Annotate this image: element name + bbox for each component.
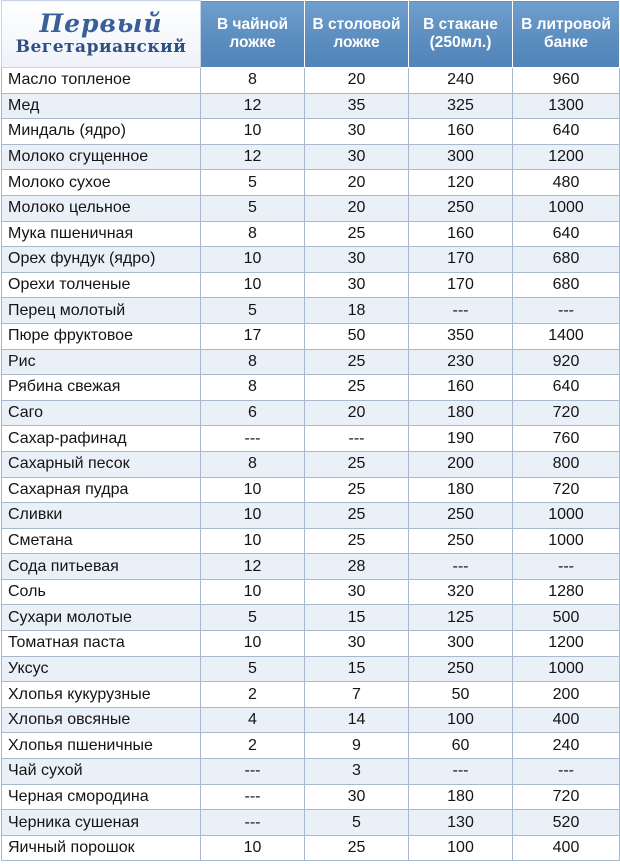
teaspoon-value: 10 (201, 272, 305, 298)
tablespoon-value: 7 (305, 682, 409, 708)
tablespoon-value: 30 (305, 272, 409, 298)
liter-jar-value: 720 (513, 477, 620, 503)
product-name: Сахар-рафинад (2, 426, 201, 452)
liter-jar-value: 640 (513, 221, 620, 247)
tablespoon-value: 25 (305, 477, 409, 503)
product-name: Сухари молотые (2, 605, 201, 631)
teaspoon-value: 12 (201, 554, 305, 580)
teaspoon-value: 10 (201, 247, 305, 273)
tablespoon-value: 25 (305, 349, 409, 375)
product-name: Рябина свежая (2, 375, 201, 401)
table-row (2, 426, 620, 452)
teaspoon-value: 2 (201, 682, 305, 708)
tablespoon-value: 15 (305, 605, 409, 631)
glass-value: 130 (409, 810, 513, 836)
teaspoon-value: 5 (201, 298, 305, 324)
glass-value: 125 (409, 605, 513, 631)
table-row (2, 579, 620, 605)
table-row (2, 759, 620, 785)
tablespoon-value: 20 (305, 68, 409, 94)
glass-value: 325 (409, 93, 513, 119)
product-name: Томатная паста (2, 631, 201, 657)
table-row (2, 554, 620, 580)
table-row (2, 68, 620, 94)
teaspoon-value: 5 (201, 170, 305, 196)
column-header-liter-jar: В литровой банке (513, 1, 620, 68)
table-row (2, 323, 620, 349)
tablespoon-value: 30 (305, 631, 409, 657)
liter-jar-value: 1000 (513, 195, 620, 221)
product-name: Черника сушеная (2, 810, 201, 836)
table-body (2, 68, 620, 861)
glass-value: 320 (409, 579, 513, 605)
liter-jar-value: 1200 (513, 631, 620, 657)
product-name: Хлопья кукурузные (2, 682, 201, 708)
teaspoon-value: 10 (201, 503, 305, 529)
product-name: Соль (2, 579, 201, 605)
teaspoon-value: --- (201, 759, 305, 785)
tablespoon-value: 25 (305, 528, 409, 554)
glass-value: 300 (409, 631, 513, 657)
tablespoon-value: 50 (305, 323, 409, 349)
glass-value: 250 (409, 656, 513, 682)
liter-jar-value: 800 (513, 451, 620, 477)
tablespoon-value: 20 (305, 170, 409, 196)
teaspoon-value: 6 (201, 400, 305, 426)
teaspoon-value: 12 (201, 93, 305, 119)
header-row (2, 1, 620, 68)
product-name: Сливки (2, 503, 201, 529)
glass-value: --- (409, 759, 513, 785)
tablespoon-value: 30 (305, 119, 409, 145)
table-row (2, 400, 620, 426)
tablespoon-value: 18 (305, 298, 409, 324)
teaspoon-value: 12 (201, 144, 305, 170)
liter-jar-value: 1280 (513, 579, 620, 605)
product-name: Молоко сухое (2, 170, 201, 196)
liter-jar-value: 500 (513, 605, 620, 631)
glass-value: 170 (409, 247, 513, 273)
glass-value: 250 (409, 528, 513, 554)
glass-value: --- (409, 554, 513, 580)
teaspoon-value: 5 (201, 656, 305, 682)
tablespoon-value: 9 (305, 733, 409, 759)
tablespoon-value: 20 (305, 400, 409, 426)
table-row (2, 298, 620, 324)
product-name: Сметана (2, 528, 201, 554)
product-name: Уксус (2, 656, 201, 682)
product-name: Хлопья пшеничные (2, 733, 201, 759)
tablespoon-value: 20 (305, 195, 409, 221)
product-name: Сахарный песок (2, 451, 201, 477)
liter-jar-value: 720 (513, 784, 620, 810)
table-row (2, 247, 620, 273)
product-name: Перец молотый (2, 298, 201, 324)
glass-value: 180 (409, 400, 513, 426)
teaspoon-value: 10 (201, 477, 305, 503)
table-row (2, 221, 620, 247)
product-name: Сода питьевая (2, 554, 201, 580)
liter-jar-value: 680 (513, 272, 620, 298)
glass-value: 190 (409, 426, 513, 452)
tablespoon-value: --- (305, 426, 409, 452)
tablespoon-value: 25 (305, 503, 409, 529)
product-name: Мука пшеничная (2, 221, 201, 247)
product-name: Яичный порошок (2, 835, 201, 861)
table-row (2, 707, 620, 733)
glass-value: 230 (409, 349, 513, 375)
product-name: Чай сухой (2, 759, 201, 785)
tablespoon-value: 30 (305, 144, 409, 170)
column-header-glass: В стакане (250мл.) (409, 1, 513, 68)
teaspoon-value: 2 (201, 733, 305, 759)
table-row (2, 835, 620, 861)
glass-value: 180 (409, 477, 513, 503)
liter-jar-value: 760 (513, 426, 620, 452)
liter-jar-value: 960 (513, 68, 620, 94)
liter-jar-value: --- (513, 759, 620, 785)
glass-value: 250 (409, 503, 513, 529)
table-row (2, 528, 620, 554)
liter-jar-value: 720 (513, 400, 620, 426)
liter-jar-value: 240 (513, 733, 620, 759)
glass-value: 350 (409, 323, 513, 349)
product-name: Саго (2, 400, 201, 426)
product-name: Орех фундук (ядро) (2, 247, 201, 273)
tablespoon-value: 25 (305, 221, 409, 247)
glass-value: 240 (409, 68, 513, 94)
table-row (2, 682, 620, 708)
glass-value: 160 (409, 221, 513, 247)
teaspoon-value: 4 (201, 707, 305, 733)
table-header (2, 1, 620, 68)
liter-jar-value: 400 (513, 835, 620, 861)
teaspoon-value: --- (201, 784, 305, 810)
teaspoon-value: --- (201, 426, 305, 452)
teaspoon-value: 5 (201, 605, 305, 631)
liter-jar-value: --- (513, 554, 620, 580)
product-name: Миндаль (ядро) (2, 119, 201, 145)
table-row (2, 349, 620, 375)
liter-jar-value: 1000 (513, 528, 620, 554)
glass-value: 120 (409, 170, 513, 196)
glass-value: 200 (409, 451, 513, 477)
table-row (2, 605, 620, 631)
product-name: Черная смородина (2, 784, 201, 810)
table-row (2, 93, 620, 119)
glass-value: 160 (409, 119, 513, 145)
teaspoon-value: 8 (201, 221, 305, 247)
liter-jar-value: 200 (513, 682, 620, 708)
teaspoon-value: 8 (201, 375, 305, 401)
tablespoon-value: 28 (305, 554, 409, 580)
table-row (2, 784, 620, 810)
teaspoon-value: 17 (201, 323, 305, 349)
product-name: Хлопья овсяные (2, 707, 201, 733)
measurement-table (1, 0, 620, 861)
teaspoon-value: 5 (201, 195, 305, 221)
table-row (2, 656, 620, 682)
glass-value: 60 (409, 733, 513, 759)
column-header-tablespoon: В столовой ложке (305, 1, 409, 68)
liter-jar-value: --- (513, 298, 620, 324)
logo-script-text: Первый (39, 9, 163, 38)
teaspoon-value: 10 (201, 579, 305, 605)
tablespoon-value: 30 (305, 247, 409, 273)
liter-jar-value: 640 (513, 119, 620, 145)
liter-jar-value: 920 (513, 349, 620, 375)
tablespoon-value: 3 (305, 759, 409, 785)
teaspoon-value: 10 (201, 631, 305, 657)
table-row (2, 810, 620, 836)
table-row (2, 733, 620, 759)
column-header-teaspoon: В чайной ложке (201, 1, 305, 68)
teaspoon-value: 8 (201, 349, 305, 375)
liter-jar-value: 1300 (513, 93, 620, 119)
glass-value: 160 (409, 375, 513, 401)
product-name: Орехи толченые (2, 272, 201, 298)
tablespoon-value: 25 (305, 375, 409, 401)
liter-jar-value: 1000 (513, 503, 620, 529)
tablespoon-value: 35 (305, 93, 409, 119)
liter-jar-value: 640 (513, 375, 620, 401)
table-row (2, 170, 620, 196)
teaspoon-value: 10 (201, 835, 305, 861)
teaspoon-value: --- (201, 810, 305, 836)
tablespoon-value: 15 (305, 656, 409, 682)
liter-jar-value: 520 (513, 810, 620, 836)
glass-value: 170 (409, 272, 513, 298)
product-name: Мед (2, 93, 201, 119)
liter-jar-value: 1200 (513, 144, 620, 170)
glass-value: 100 (409, 835, 513, 861)
liter-jar-value: 1400 (513, 323, 620, 349)
liter-jar-value: 480 (513, 170, 620, 196)
liter-jar-value: 400 (513, 707, 620, 733)
teaspoon-value: 10 (201, 528, 305, 554)
table-row (2, 375, 620, 401)
glass-value: 250 (409, 195, 513, 221)
table-row (2, 272, 620, 298)
tablespoon-value: 30 (305, 579, 409, 605)
table-row (2, 144, 620, 170)
liter-jar-value: 680 (513, 247, 620, 273)
table-row (2, 195, 620, 221)
product-name: Сахарная пудра (2, 477, 201, 503)
table-row (2, 119, 620, 145)
logo (2, 1, 201, 68)
glass-value: --- (409, 298, 513, 324)
product-name: Масло топленое (2, 68, 201, 94)
glass-value: 300 (409, 144, 513, 170)
product-name: Молоко цельное (2, 195, 201, 221)
logo-brand-text: Вегетарианский (15, 37, 187, 57)
product-name: Рис (2, 349, 201, 375)
teaspoon-value: 10 (201, 119, 305, 145)
glass-value: 180 (409, 784, 513, 810)
tablespoon-value: 5 (305, 810, 409, 836)
tablespoon-value: 14 (305, 707, 409, 733)
glass-value: 100 (409, 707, 513, 733)
liter-jar-value: 1000 (513, 656, 620, 682)
tablespoon-value: 25 (305, 451, 409, 477)
table-row (2, 477, 620, 503)
table-row (2, 631, 620, 657)
product-name: Пюре фруктовое (2, 323, 201, 349)
teaspoon-value: 8 (201, 68, 305, 94)
tablespoon-value: 30 (305, 784, 409, 810)
tablespoon-value: 25 (305, 835, 409, 861)
glass-value: 50 (409, 682, 513, 708)
table-row (2, 451, 620, 477)
table-row (2, 503, 620, 529)
product-name: Молоко сгущенное (2, 144, 201, 170)
teaspoon-value: 8 (201, 451, 305, 477)
